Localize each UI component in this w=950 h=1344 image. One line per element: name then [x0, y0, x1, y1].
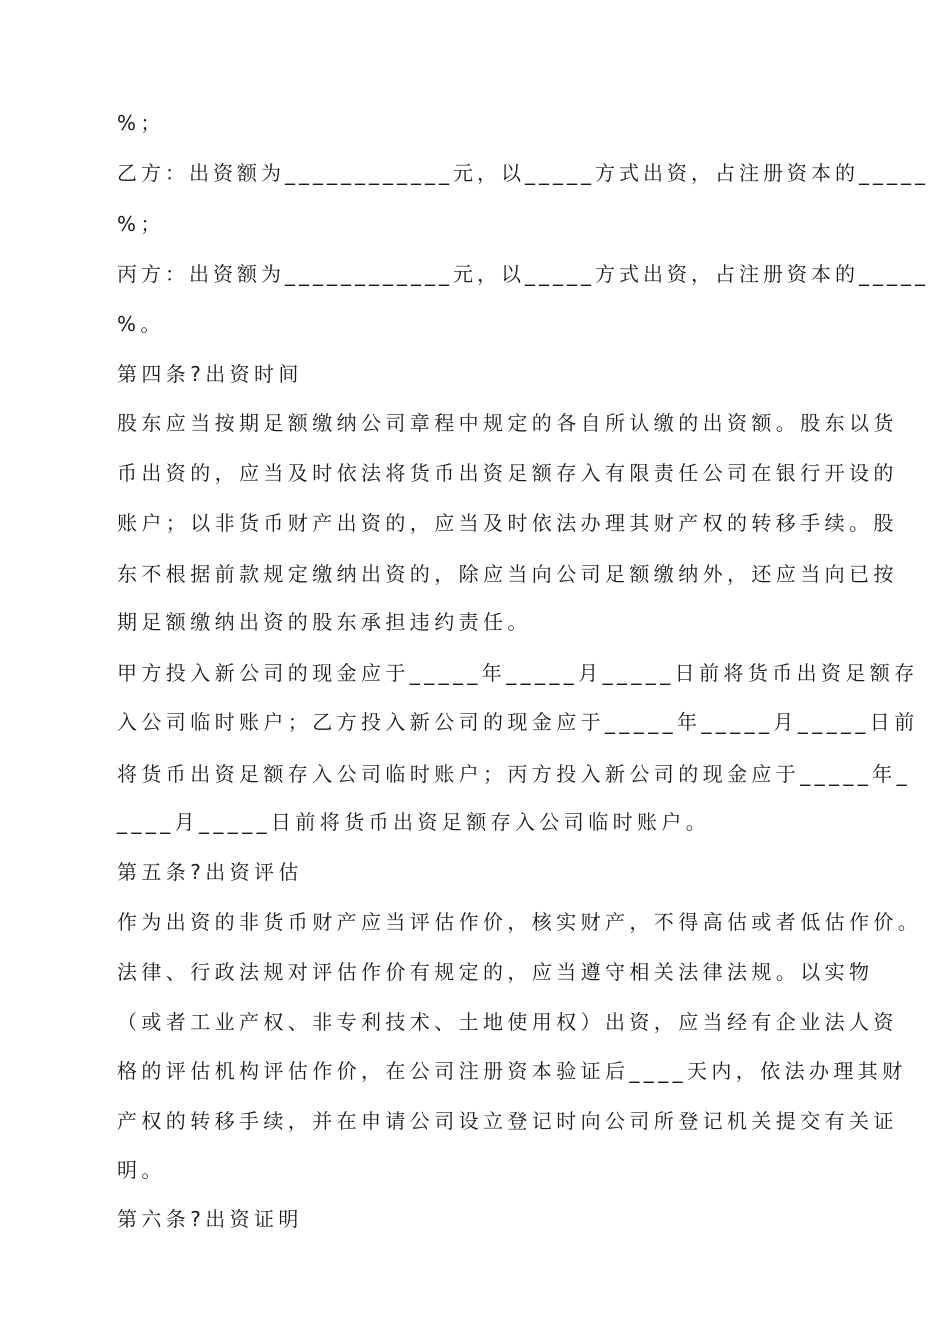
text-line-percent-1: %； [117, 111, 165, 135]
paragraph-line: 账户；以非货币财产出资的，应当及时依法办理其财产权的转移手续。股 [117, 511, 898, 535]
paragraph-line: 法律、行政法规对评估作价有规定的，应当遵守相关法律法规。以实物 [117, 960, 874, 984]
paragraph-line: 入公司临时账户；乙方投入新公司的现金应于_____年_____月_____日前 [117, 710, 919, 734]
paragraph-line: ____月_____日前将货币出资足额存入公司临时账户。 [117, 810, 711, 834]
paragraph-line: 格的评估机构评估作价，在公司注册资本验证后____天内，依法办理其财 [117, 1059, 907, 1083]
paragraph-line: 甲方投入新公司的现金应于_____年_____月_____日前将货币出资足额存 [117, 661, 919, 685]
paragraph-line: 东不根据前款规定缴纳出资的，除应当向公司足额缴纳外，还应当向已按 [117, 562, 898, 586]
article-6-heading: 第六条?出资证明 [117, 1207, 303, 1231]
paragraph-line: 将货币出资足额存入公司临时账户；丙方投入新公司的现金应于_____年_ [117, 762, 911, 786]
paragraph-line: 币出资的，应当及时依法将货币出资足额存入有限责任公司在银行开设的 [117, 461, 898, 485]
text-line-percent-2: %； [117, 212, 165, 236]
article-4-heading: 第四条?出资时间 [117, 362, 303, 386]
text-line-percent-3: %。 [117, 312, 165, 336]
paragraph-line: （或者工业产权、非专利技术、土地使用权）出资，应当经有企业法人资 [117, 1010, 898, 1034]
article-5-heading: 第五条?出资评估 [117, 860, 303, 884]
text-line-party-b-contribution: 乙方：出资额为____________元，以_____方式出资，占注册资本的_____ [117, 161, 929, 185]
paragraph-line: 期足额缴纳出资的股东承担违约责任。 [117, 610, 532, 634]
paragraph-line: 明。 [117, 1158, 166, 1182]
paragraph-line: 作为出资的非货币财产应当评估作价，核实财产，不得高估或者低估作价。 [117, 910, 923, 934]
paragraph-line: 产权的转移手续，并在申请公司设立登记时向公司所登记机关提交有关证 [117, 1109, 898, 1133]
paragraph-line: 股东应当按期足额缴纳公司章程中规定的各自所认缴的出资额。股东以货 [117, 411, 898, 435]
text-line-party-c-contribution: 丙方：出资额为____________元，以_____方式出资，占注册资本的_____ [117, 262, 929, 286]
